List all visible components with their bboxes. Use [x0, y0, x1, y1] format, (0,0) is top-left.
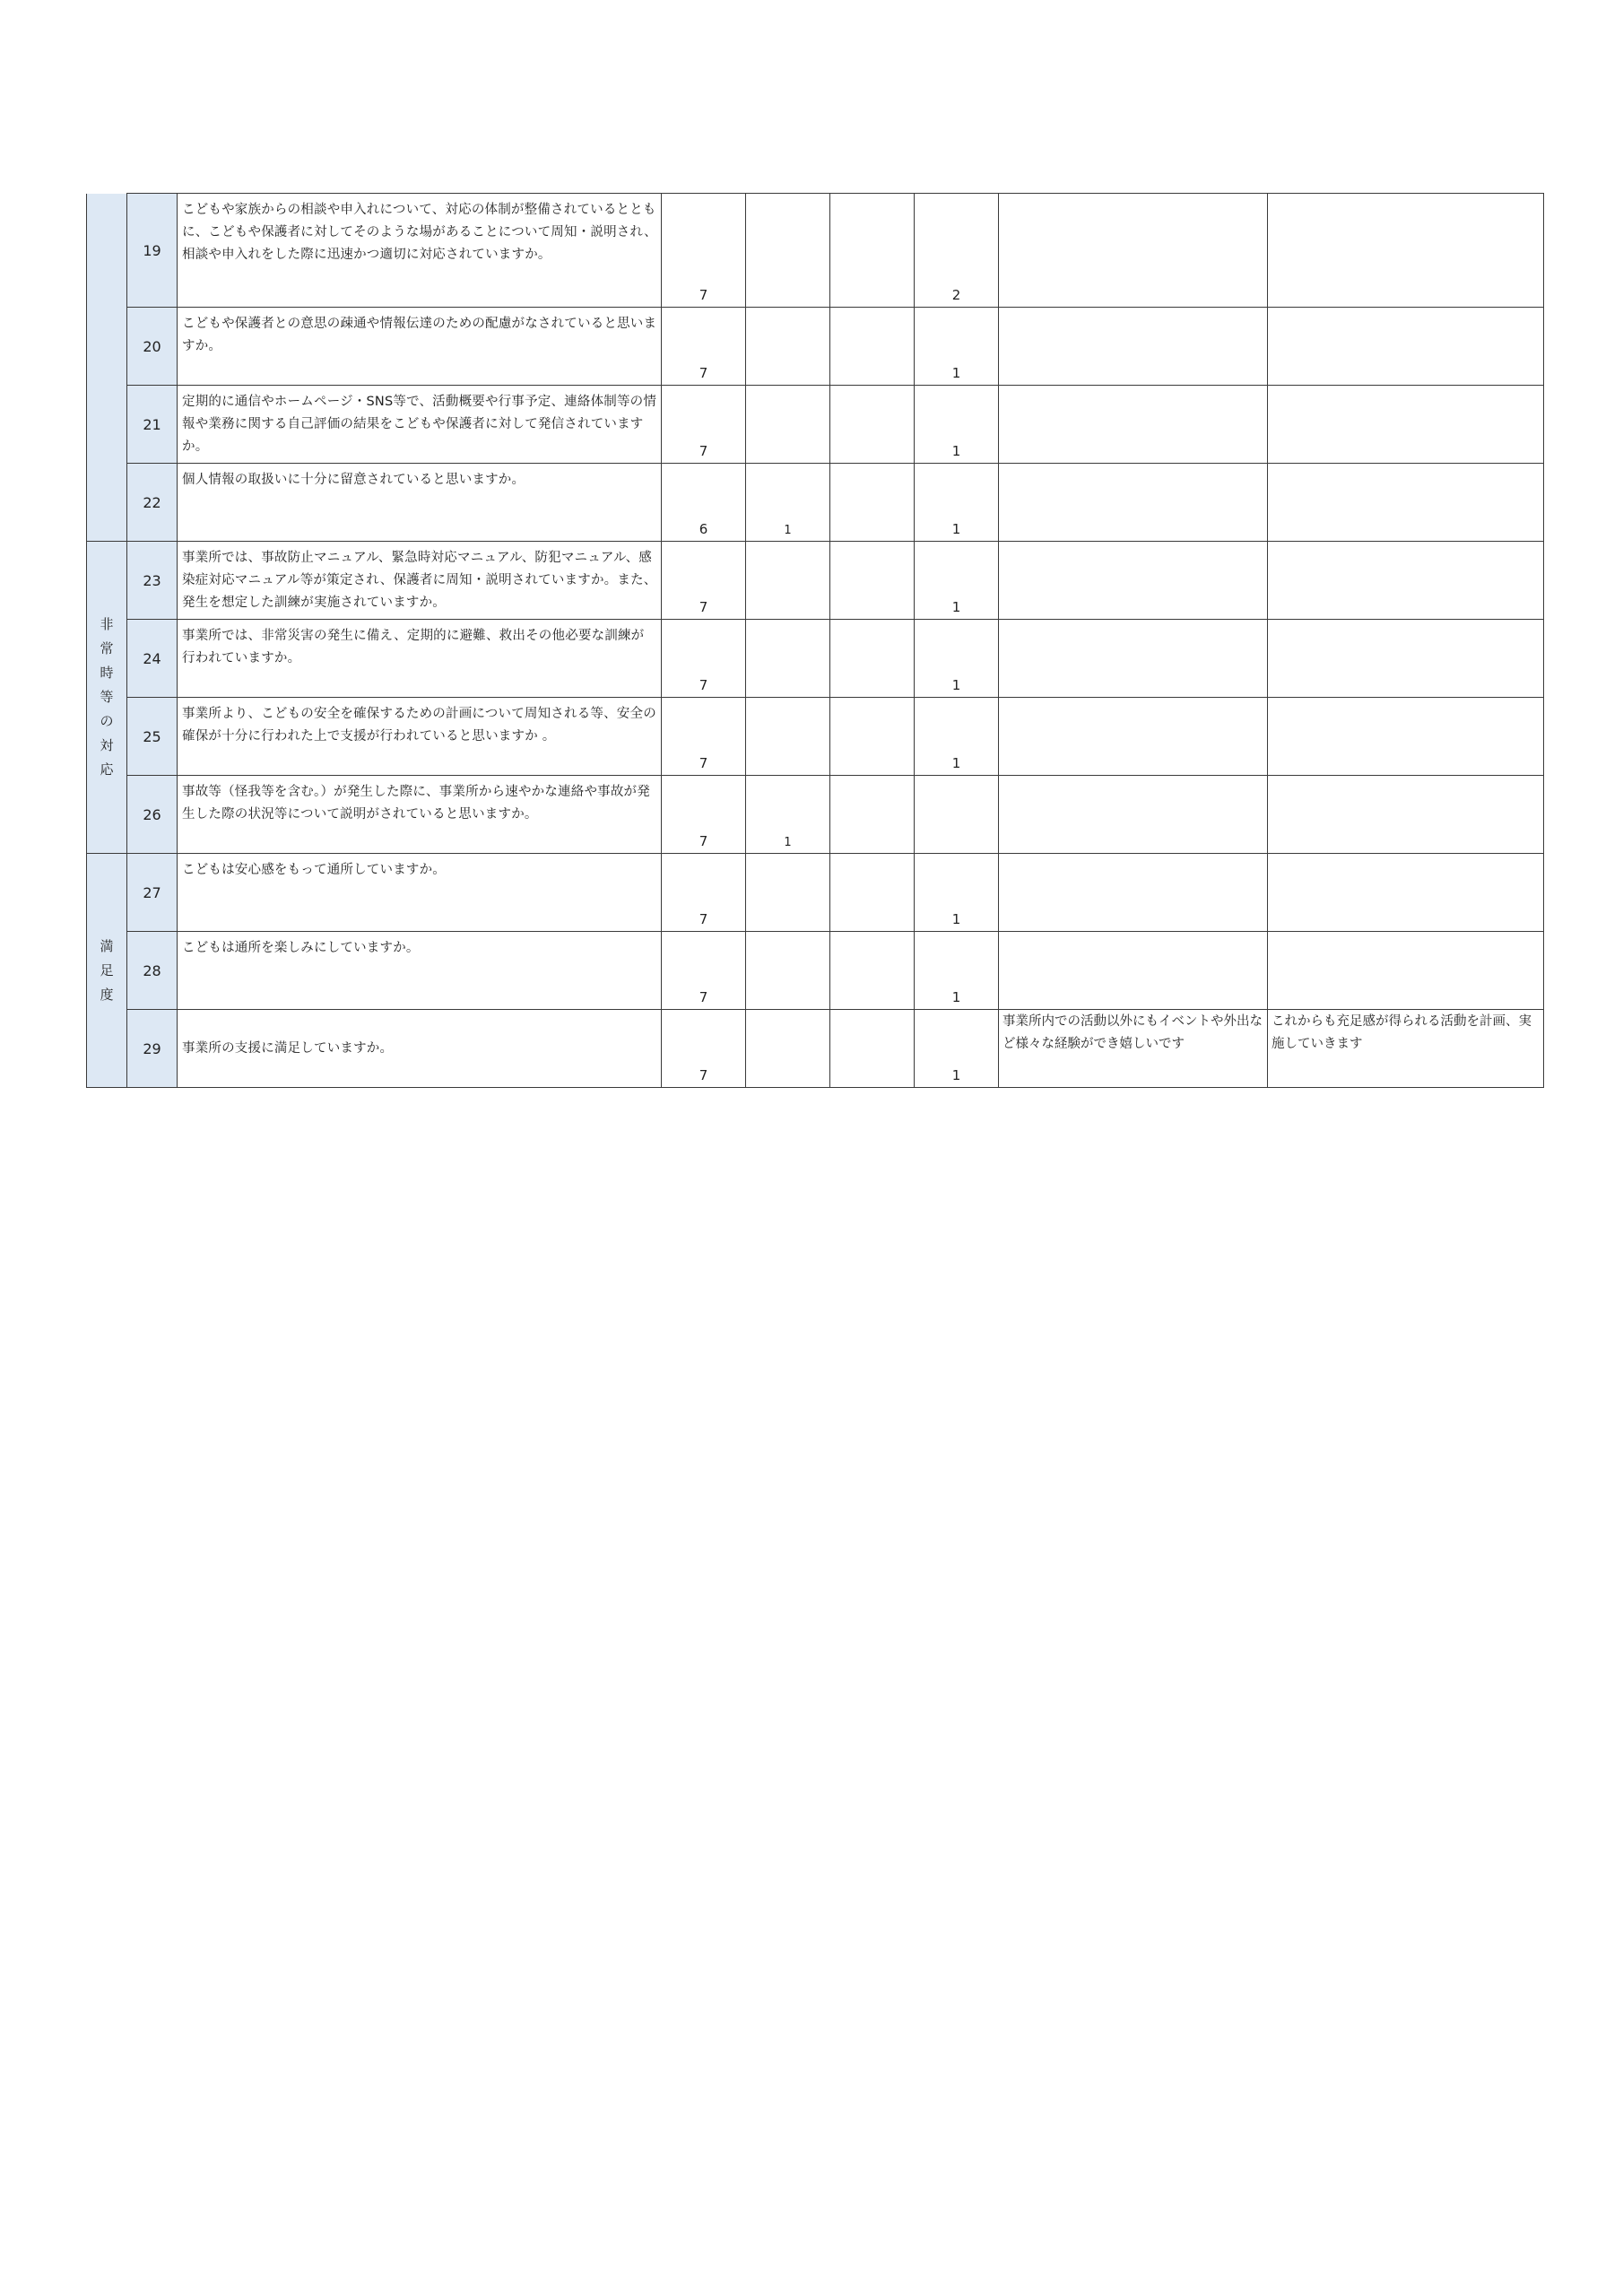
count-yes-cell [662, 776, 746, 854]
facility-response: これからも充足感が得られる活動を計画、実施していきます [1268, 1010, 1544, 1088]
count-unknown: 1 [951, 365, 961, 381]
table-row [87, 620, 1544, 698]
table-row [87, 698, 1544, 776]
count-yes-cell [662, 698, 746, 776]
count-no-cell [830, 698, 915, 776]
item-number: 27 [127, 854, 178, 932]
count-yes: 7 [699, 755, 708, 771]
facility-response [1268, 776, 1544, 854]
count-somewhat-cell [746, 854, 830, 932]
category-emergency [87, 542, 127, 854]
count-unknown-cell [915, 932, 999, 1010]
table-row [87, 1010, 1544, 1088]
count-unknown: 1 [951, 1067, 961, 1083]
table-row [87, 854, 1544, 932]
question-text: 事業所では、非常災害の発生に備え、定期的に避難、救出その他必要な訓練が行われていますか。 [178, 620, 662, 698]
count-unknown: 1 [951, 755, 961, 771]
count-yes: 7 [699, 677, 708, 693]
count-somewhat-cell [746, 932, 830, 1010]
count-somewhat-cell [746, 386, 830, 464]
count-yes-cell [662, 464, 746, 542]
count-somewhat-cell [746, 194, 830, 308]
count-unknown-cell [915, 308, 999, 386]
count-yes-cell [662, 542, 746, 620]
count-yes-cell [662, 932, 746, 1010]
count-somewhat-cell [746, 1010, 830, 1088]
count-unknown-cell [915, 620, 999, 698]
count-no-cell [830, 620, 915, 698]
parent-comment [999, 776, 1268, 854]
item-number: 24 [127, 620, 178, 698]
item-number: 25 [127, 698, 178, 776]
count-yes: 7 [699, 1067, 708, 1083]
count-somewhat: 1 [784, 836, 792, 849]
count-somewhat-cell [746, 464, 830, 542]
count-unknown-cell [915, 542, 999, 620]
count-yes: 6 [699, 521, 708, 537]
count-yes: 7 [699, 989, 708, 1005]
count-no-cell [830, 194, 915, 308]
count-somewhat-cell [746, 308, 830, 386]
facility-response [1268, 698, 1544, 776]
question-text: 定期的に通信やホームページ・SNS等で、活動概要や行事予定、連絡体制等の情報や業務に関する自己評価の結果をこどもや保護者に対して発信されていますか。 [178, 386, 662, 464]
count-yes: 7 [699, 365, 708, 381]
count-somewhat: 1 [784, 524, 792, 537]
table-row [87, 194, 1544, 308]
count-unknown-cell [915, 194, 999, 308]
parent-comment [999, 698, 1268, 776]
category-cell-continued [87, 194, 127, 542]
count-unknown-cell [915, 854, 999, 932]
count-somewhat-cell [746, 698, 830, 776]
count-no-cell [830, 308, 915, 386]
count-no-cell [830, 854, 915, 932]
item-number: 19 [127, 194, 178, 308]
count-unknown: 1 [951, 521, 961, 537]
count-yes-cell [662, 308, 746, 386]
category-satisfaction [87, 854, 127, 1088]
count-yes-cell [662, 1010, 746, 1088]
item-number: 20 [127, 308, 178, 386]
count-yes: 7 [699, 599, 708, 615]
facility-response [1268, 386, 1544, 464]
count-unknown: 1 [951, 599, 961, 615]
question-text: こどもや家族からの相談や申入れについて、対応の体制が整備されているとともに、こどもや保護者に対してそのような場があることについて周知・説明され、相談や申入れをした際に迅速かつ適切に対応されていますか。 [178, 194, 662, 308]
facility-response [1268, 854, 1544, 932]
count-yes: 7 [699, 287, 708, 303]
count-unknown: 1 [951, 989, 961, 1005]
count-no-cell [830, 386, 915, 464]
parent-comment [999, 386, 1268, 464]
count-unknown-cell [915, 464, 999, 542]
item-number: 23 [127, 542, 178, 620]
count-no-cell [830, 464, 915, 542]
count-no-cell [830, 932, 915, 1010]
count-yes: 7 [699, 833, 708, 849]
parent-comment [999, 620, 1268, 698]
count-unknown: 1 [951, 443, 961, 459]
facility-response [1268, 620, 1544, 698]
count-yes: 7 [699, 911, 708, 927]
count-no-cell [830, 776, 915, 854]
item-number: 21 [127, 386, 178, 464]
count-no-cell [830, 1010, 915, 1088]
count-no-cell [830, 542, 915, 620]
count-yes-cell [662, 386, 746, 464]
question-text: 事業所では、事故防止マニュアル、緊急時対応マニュアル、防犯マニュアル、感染症対応マニュアル等が策定され、保護者に周知・説明されていますか。また、発生を想定した訓練が実施されていますか。 [178, 542, 662, 620]
facility-response [1268, 464, 1544, 542]
count-unknown: 2 [951, 287, 961, 303]
question-text: こどもや保護者との意思の疎通や情報伝達のための配慮がなされていると思いますか。 [178, 308, 662, 386]
count-unknown-cell [915, 386, 999, 464]
category-label: 非 常 時 等 の 対 応 [100, 616, 114, 778]
survey-results-table [86, 193, 1544, 1088]
table-row [87, 464, 1544, 542]
count-unknown-cell [915, 698, 999, 776]
count-unknown: 1 [951, 911, 961, 927]
count-yes: 7 [699, 443, 708, 459]
facility-response [1268, 194, 1544, 308]
parent-comment [999, 194, 1268, 308]
count-yes-cell [662, 194, 746, 308]
question-text: 事業所より、こどもの安全を確保するための計画について周知される等、安全の確保が十分に行われた上で支援が行われていると思いますか 。 [178, 698, 662, 776]
question-text: 個人情報の取扱いに十分に留意されていると思いますか。 [178, 464, 662, 542]
count-somewhat-cell [746, 776, 830, 854]
item-number: 26 [127, 776, 178, 854]
count-somewhat-cell [746, 620, 830, 698]
item-number: 28 [127, 932, 178, 1010]
count-yes-cell [662, 620, 746, 698]
category-label: 満 足 度 [100, 937, 114, 1003]
table-row [87, 386, 1544, 464]
item-number: 29 [127, 1010, 178, 1088]
count-unknown: 1 [951, 677, 961, 693]
parent-comment [999, 542, 1268, 620]
question-text: 事業所の支援に満足していますか。 [178, 1010, 662, 1088]
question-text: こどもは通所を楽しみにしていますか。 [178, 932, 662, 1010]
facility-response [1268, 932, 1544, 1010]
count-yes-cell [662, 854, 746, 932]
question-text: 事故等（怪我等を含む。）が発生した際に、事業所から速やかな連絡や事故が発生した際の状況等について説明がされていると思いますか。 [178, 776, 662, 854]
parent-comment [999, 464, 1268, 542]
table-row [87, 542, 1544, 620]
count-unknown-cell [915, 1010, 999, 1088]
table-row [87, 776, 1544, 854]
parent-comment [999, 308, 1268, 386]
question-text: こどもは安心感をもって通所していますか。 [178, 854, 662, 932]
count-unknown-cell [915, 776, 999, 854]
parent-comment [999, 932, 1268, 1010]
table-row [87, 932, 1544, 1010]
facility-response [1268, 542, 1544, 620]
count-somewhat-cell [746, 542, 830, 620]
table-row [87, 308, 1544, 386]
item-number: 22 [127, 464, 178, 542]
parent-comment: 事業所内での活動以外にもイベントや外出など様々な経験ができ嬉しいです [999, 1010, 1268, 1088]
parent-comment [999, 854, 1268, 932]
facility-response [1268, 308, 1544, 386]
